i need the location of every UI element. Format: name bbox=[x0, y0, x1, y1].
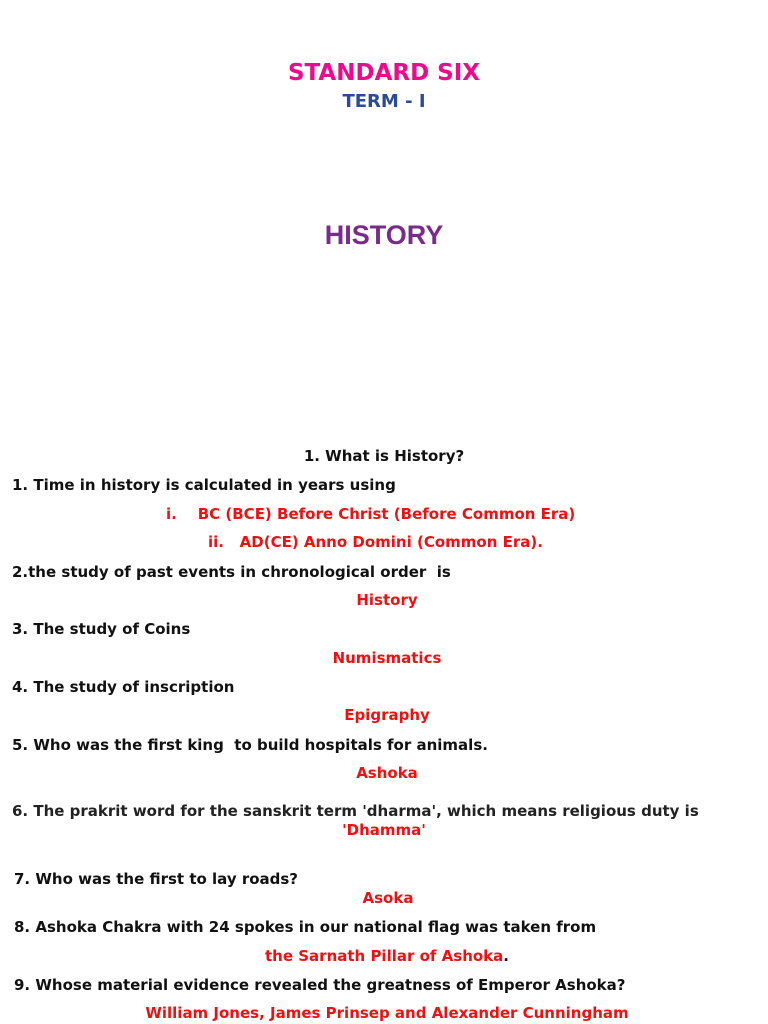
question-9: 9. Whose material evidence revealed the greatness of Emperor Ashoka? bbox=[14, 976, 626, 994]
answer-7: Asoka bbox=[362, 889, 414, 907]
question-8: 8. Ashoka Chakra with 24 spokes in our national flag was taken from bbox=[14, 918, 597, 936]
question-6: 6. The prakrit word for the sanskrit term 'dharma', which means religious duty is bbox=[12, 802, 699, 820]
question-3: 3. The study of Coins bbox=[12, 620, 191, 638]
question-1 bbox=[12, 476, 396, 494]
question-text: Time in history is calculated in years using bbox=[33, 476, 396, 494]
question-4: 4. The study of inscription bbox=[12, 678, 235, 696]
answer-4: Epigraphy bbox=[344, 706, 430, 724]
question-text: the study of past events in chronological order is bbox=[28, 563, 451, 581]
answer-2: History bbox=[356, 591, 418, 609]
question-5: 5. Who was the first king to build hospitals for animals. bbox=[12, 736, 488, 754]
term-subtitle: TERM - I bbox=[342, 91, 426, 112]
standard-title: STANDARD SIX bbox=[287, 60, 481, 86]
answer-1-ii: ii. AD(CE) Anno Domini (Common Era). bbox=[208, 533, 543, 551]
answer-6: 'Dhamma' bbox=[342, 821, 426, 839]
answer-suffix: . bbox=[503, 947, 509, 965]
answer-3: Numismatics bbox=[332, 649, 442, 667]
section-title: 1. What is History? bbox=[303, 447, 465, 465]
answer-1-i: i. BC (BCE) Before Christ (Before Common Era) bbox=[166, 505, 576, 523]
question-7: 7. Who was the first to lay roads? bbox=[14, 870, 299, 888]
question-number: 2. bbox=[12, 563, 29, 581]
question-2 bbox=[12, 563, 451, 581]
answer-5: Ashoka bbox=[356, 764, 418, 782]
answer-9: William Jones, James Prinsep and Alexander Cunningham bbox=[145, 1004, 629, 1022]
answer-8 bbox=[3, 947, 768, 965]
answer-text: the Sarnath Pillar of Ashoka bbox=[265, 947, 504, 965]
subject-title: HISTORY bbox=[324, 220, 444, 250]
question-number: 1. bbox=[12, 476, 29, 494]
